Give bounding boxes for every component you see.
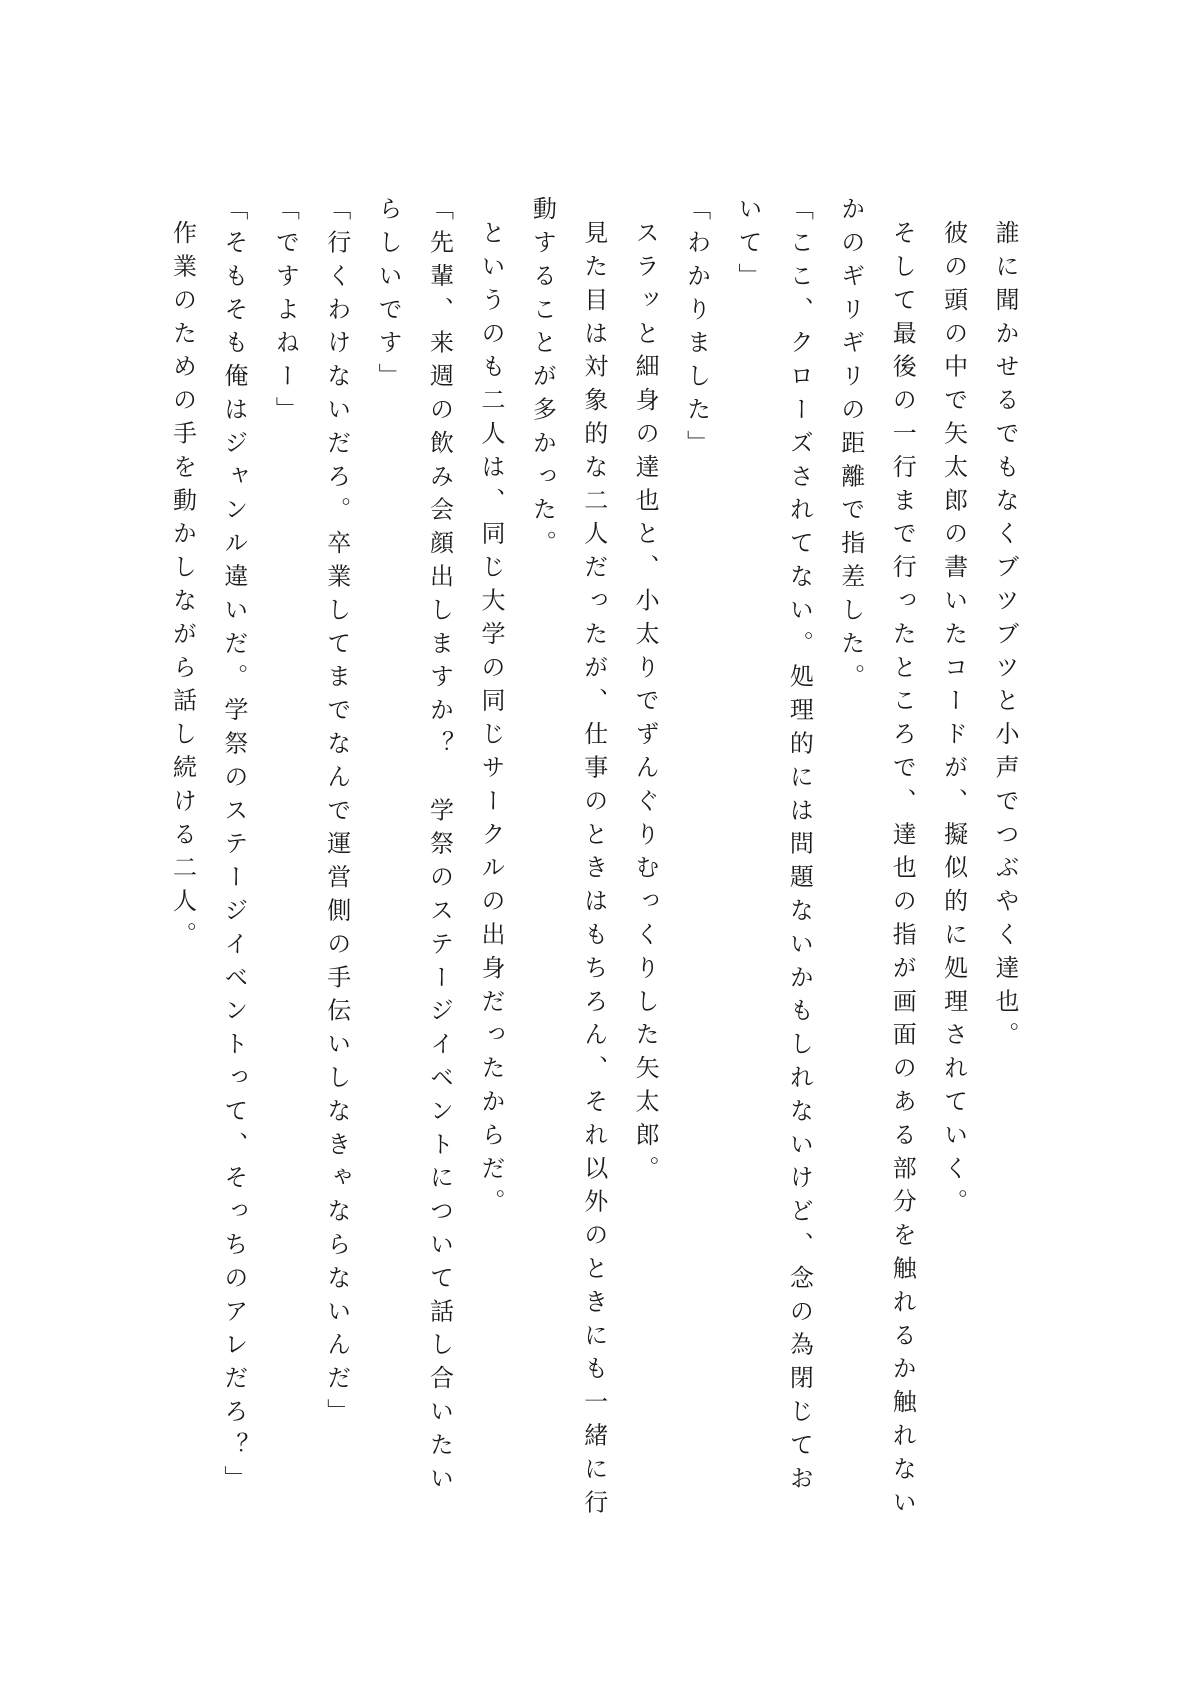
paragraph-dialogue: 「ここ、クローズされてない。処理的には問題ないかもしれないけど、念の為閉じておいて」 (733, 196, 814, 1499)
paragraph-narration: そして最後の一行まで行ったところで、達也の指が画面のある部分を触れるか触れないかのギリギリの距離で指差した。 (836, 196, 917, 1523)
vertical-text-body (156, 196, 1030, 1526)
paragraph-narration: 彼の頭の中で矢太郎の書いたコードが、擬似的に処理されていく。 (939, 220, 968, 1222)
paragraph-dialogue: 「行くわけないだろ。卒業してまでなんで運営側の手伝いしなきゃならないんだ」 (322, 196, 351, 1432)
paragraph-narration: というのも二人は、同じ大学の同じサークルの出身だったからだ。 (476, 220, 505, 1222)
paragraph-narration: スラッと細身の達也と、小太りでずんぐりむっくりした矢太郎。 (631, 220, 660, 1189)
paragraph-narration: 見た目は対象的な二人だったが、仕事のときはもちろん、それ以外のときにも一緒に行動することが多かった。 (528, 196, 608, 1523)
paragraph-narration: 作業のための手を動かしながら話し続ける二人。 (168, 220, 197, 955)
paragraph-dialogue: 「ですよねー」 (271, 196, 300, 430)
paragraph-dialogue: 「わかりました」 (682, 196, 711, 464)
paragraph-narration: 誰に聞かせるでもなくブツブツと小声でつぶやく達也。 (991, 220, 1019, 1055)
paragraph-dialogue: 「先輩、来週の飲み会顔出しますか？ 学祭のステージイベントについて話し合いたいらしいです」 (374, 196, 454, 1499)
paragraph-dialogue: 「そもそも俺はジャンル違いだ。学祭のステージイベントって、そっちのアレだろ？」 (219, 196, 248, 1499)
